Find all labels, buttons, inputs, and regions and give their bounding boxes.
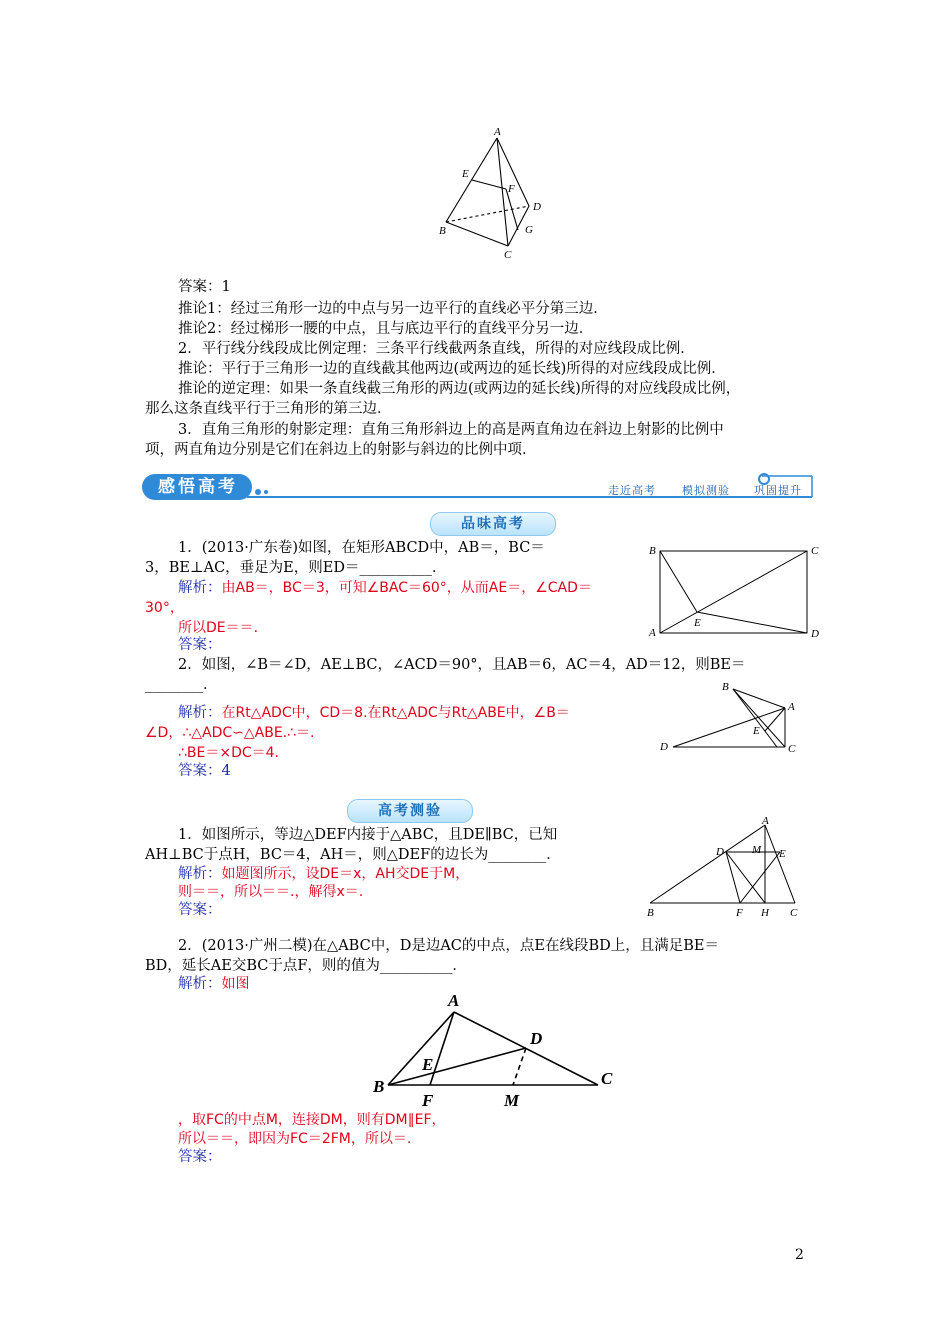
rect-label-a: A — [649, 627, 656, 639]
theorem-3-line-1: 3．直角三角形的射影定理：直角三角形斜边上的高是两直角边在斜边上射影的比例中 — [178, 422, 724, 438]
pyramid-label-b: B — [439, 225, 446, 237]
theorem-2-corollary: 推论：平行于三角形一边的直线截其他两边(或两边的延长线)所得的对应线段成比例． — [178, 361, 726, 377]
pyramid-label-e: E — [462, 168, 469, 180]
page-number: 2 — [795, 1247, 804, 1263]
s1-q1-answer: 答案： — [178, 637, 222, 653]
s2-q2-answer: 答案： — [178, 1149, 222, 1165]
s1-q2-solution-label: 解析： — [178, 705, 222, 721]
pyramid-figure — [430, 122, 550, 262]
s2-q2-solution-label: 解析： — [178, 976, 222, 992]
banner-title: 感悟高考 — [158, 477, 238, 497]
big-label-a: A — [448, 991, 460, 1010]
pyramid-label-d: D — [533, 201, 541, 213]
equi-label-d: D — [716, 846, 724, 858]
s2-q1-solution-text: 如题图所示，设DE＝x，AH交DE于M， — [221, 866, 470, 882]
s1-q1-solution-line-3: 所以DE＝＝． — [178, 620, 268, 636]
banner-link-1[interactable]: 走近高考 — [608, 484, 656, 497]
s2-q1-line-2: AH⊥BC于点H，BC＝4，AH＝，则△DEF的边长为________． — [145, 847, 561, 863]
top-answer: 答案：1 — [178, 279, 231, 295]
corollary-2: 推论2：经过梯形一腰的中点，且与底边平行的直线平分另一边． — [178, 321, 594, 337]
s1-q2-solution-line-3: ∴BE＝×DC＝4. — [178, 745, 280, 761]
pyramid-label-f: F — [508, 183, 515, 195]
banner-link-3[interactable]: 巩固提升 — [754, 484, 802, 497]
s1-q2-solution-line-1 — [178, 703, 570, 723]
rectangle-figure — [645, 540, 825, 642]
pyramid-label-c: C — [504, 249, 512, 261]
section-badge-pinwei: 品味高考 — [430, 512, 556, 536]
s1-q1-solution-line-2: 30°， — [145, 600, 184, 616]
converse-theorem-line-1: 推论的逆定理：如果一条直线截三角形的两边(或两边的延长线)所得的对应线段成比例， — [178, 381, 741, 397]
corollary-1: 推论1：经过三角形一边的中点与另一边平行的直线必平分第三边． — [178, 301, 608, 317]
rect-label-b: B — [649, 545, 656, 557]
rect-label-e: E — [694, 617, 701, 629]
equi-label-m: M — [752, 844, 762, 856]
equi-label-h: H — [761, 907, 769, 919]
s1-q1-solution-text: 由AB＝，BC＝3，可知∠BAC＝60°，从而AE＝，∠CAD＝ — [221, 580, 592, 596]
s2-q1-line-1: 1．如图所示，等边△DEF内接于△ABC，且DE∥BC，已知 — [178, 827, 558, 843]
q2fig-label-b: B — [722, 681, 729, 693]
big-label-c: C — [601, 1069, 613, 1088]
big-label-b: B — [373, 1077, 385, 1096]
s1-q1-line-1: 1．(2013·广东卷)如图，在矩形ABCD中，AB＝，BC＝ — [178, 540, 545, 556]
s1-q2-answer: 答案：4 — [178, 763, 231, 779]
equi-label-b: B — [647, 907, 654, 919]
big-label-f: F — [422, 1091, 434, 1110]
s1-q2-solution-text: 在Rt△ADC中，CD＝8.在Rt△ADC与Rt△ABE中，∠B＝ — [221, 705, 570, 721]
s2-q2-line-2: BD，延长AE交BC于点F，则的值为__________． — [145, 958, 467, 974]
s2-q2-line-1: 2．(2013·广州二模)在△ABC中，D是边AC的中点，点E在线段BD上，且满足BE＝ — [178, 938, 719, 954]
s1-q2-line-1: 2．如图，∠B＝∠D，AE⊥BC，∠ACD＝90°，且AB＝6，AC＝4，AD＝12，则BE＝ — [178, 657, 746, 673]
triangle-figure — [368, 990, 628, 1110]
q2fig-label-a: A — [788, 701, 795, 713]
equi-label-c: C — [790, 907, 798, 919]
s2-q2-solution-line-2: ，取FC的中点M，连接DM，则有DM∥EF， — [178, 1112, 446, 1128]
theorem-3-line-2: 项，两直角边分别是它们在斜边上的射影与斜边的比例中项． — [145, 442, 537, 458]
section-banner — [142, 470, 814, 502]
rect-label-c: C — [811, 545, 819, 557]
equi-label-a: A — [762, 815, 769, 827]
s1-q2-line-2: ________． — [145, 677, 218, 693]
s2-q1-answer: 答案： — [178, 902, 222, 918]
q2fig-label-e: E — [753, 725, 760, 737]
pyramid-label-g: G — [525, 224, 533, 236]
s1-q1-line-2: 3，BE⊥AC，垂足为E，则ED＝__________． — [145, 560, 447, 576]
s2-q2-solution-text: 如图 — [221, 976, 250, 992]
big-label-m: M — [504, 1091, 520, 1110]
s1-q1-solution-line-1 — [178, 578, 592, 598]
s2-q1-solution-line-1 — [178, 864, 469, 884]
q2fig-label-d: D — [660, 741, 668, 753]
pyramid-label-a: A — [494, 126, 501, 138]
s2-q1-solution-label: 解析： — [178, 866, 222, 882]
s2-q1-solution-line-2: 则＝＝，所以＝＝.，解得x＝. — [178, 884, 364, 900]
q2fig-label-c: C — [788, 743, 796, 755]
equi-label-f: F — [736, 907, 743, 919]
s2-q2-solution-line-3: 所以＝＝，即因为FC＝2FM，所以＝. — [178, 1131, 412, 1147]
big-label-d: D — [530, 1029, 543, 1048]
s1-q1-solution-label: 解析： — [178, 580, 222, 596]
big-label-e: E — [422, 1055, 434, 1074]
equilateral-figure — [640, 815, 815, 920]
section-badge-gaokao: 高考测验 — [347, 799, 473, 823]
banner-link-2[interactable]: 模拟测验 — [682, 484, 730, 497]
equi-label-e: E — [779, 848, 786, 860]
q2-figure — [655, 676, 805, 760]
rect-label-d: D — [811, 628, 819, 640]
theorem-2: 2．平行线分线段成比例定理：三条平行线截两条直线，所得的对应线段成比例． — [178, 341, 695, 357]
s2-q2-solution-line-1 — [178, 974, 250, 994]
converse-theorem-line-2: 那么这条直线平行于三角形的第三边． — [145, 401, 392, 417]
s1-q2-solution-line-2: ∠D，∴△ADC∽△ABE.∴＝. — [145, 725, 315, 741]
